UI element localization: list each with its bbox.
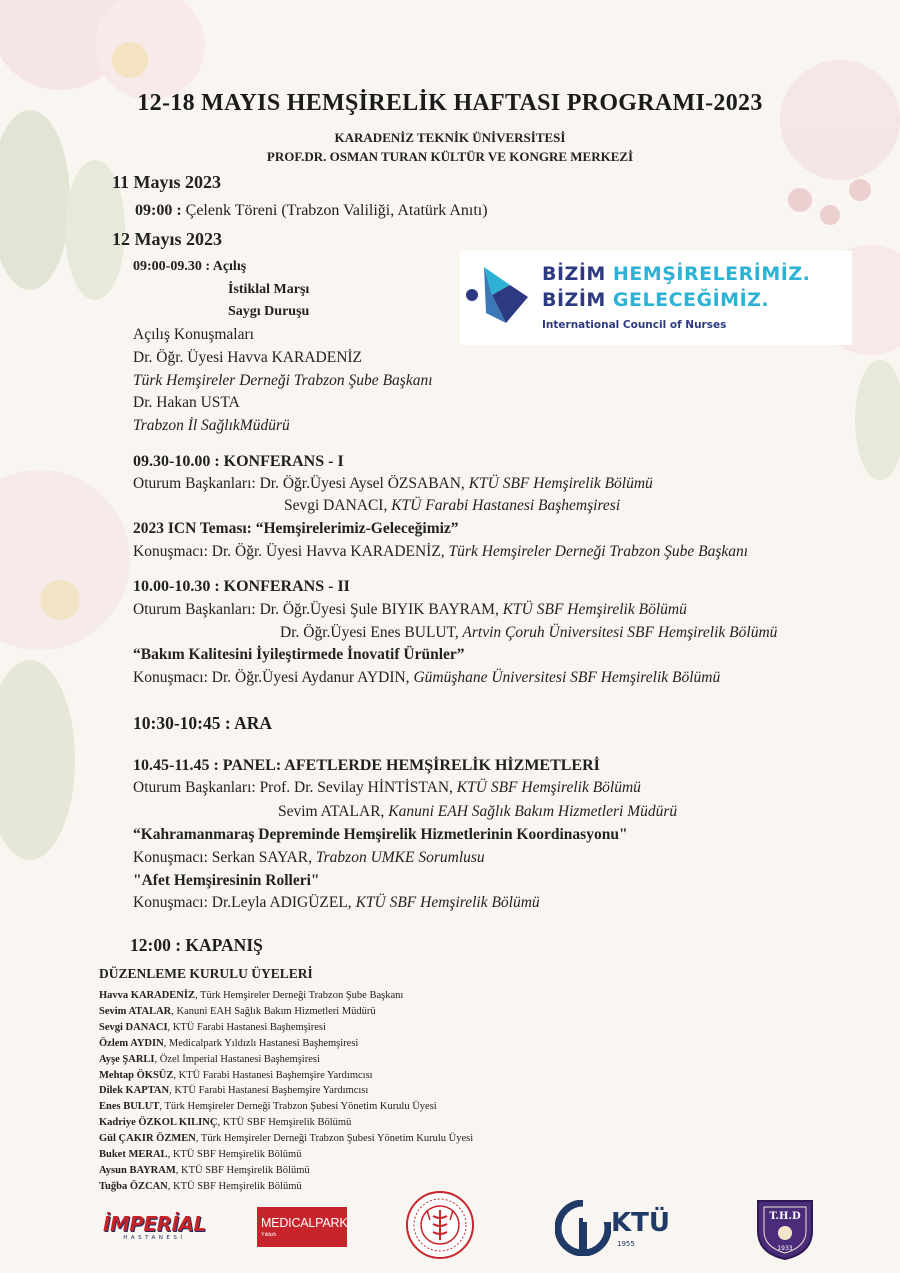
opening-speaker-1-title	[133, 372, 433, 390]
member-role: , KTÜ Farabi Hastanesi Başhemşiresi	[167, 1021, 326, 1033]
ktu-logo	[555, 1200, 675, 1256]
panel-topic-2	[133, 872, 320, 890]
committee-member	[99, 1115, 473, 1131]
page-title: 12-18 MAYIS HEMŞİRELİK HAFTASI PROGRAMI-2023	[137, 90, 763, 116]
conference-2-heading: 10.00-10.30 : KONFERANS - II	[133, 578, 350, 595]
member-role: , KTÜ Farabi Hastanesi Başhemşire Yardımcısı	[173, 1069, 373, 1081]
opening-speaker-1: Dr. Öğr. Üyesi Havva KARADENİZ	[133, 349, 363, 366]
icn-line-2-dark: BİZİM	[542, 289, 613, 311]
chairs-label: Oturum Başkanları:	[133, 601, 256, 618]
speaker-institution: Türk Hemşireler Derneği Trabzon Şube Başkanı	[444, 543, 749, 560]
chair-institution: KTÜ SBF Hemşirelik Bölümü	[498, 601, 687, 618]
medicalpark-logo	[257, 1207, 347, 1247]
topic-text: "Afet Hemşiresinin Rolleri"	[133, 872, 320, 889]
panel-chair-1	[133, 779, 641, 797]
opening-speeches-label: Açılış Konuşmaları	[133, 326, 254, 343]
committee-member	[99, 1163, 473, 1179]
chair-institution: Artvin Çoruh Üniversitesi SBF Hemşirelik Bölümü	[458, 624, 778, 641]
speaker-2-title-text: Trabzon İl SağlıkMüdürü	[133, 417, 290, 434]
health-ministry-seal-icon	[405, 1190, 475, 1260]
speaker-label: Konuşmacı: Dr. Öğr.Üyesi Aydanur AYDIN,	[133, 669, 410, 686]
opening-speaker-2: Dr. Hakan USTA	[133, 394, 240, 411]
closing-slot: 12:00 : KAPANIŞ	[130, 935, 263, 955]
member-name: Dilek KAPTAN	[99, 1085, 170, 1097]
committee-member	[99, 1036, 473, 1052]
member-name: Özlem AYDIN	[99, 1037, 164, 1049]
member-name: Ayşe ŞARLI	[99, 1053, 155, 1065]
opening-item-silence: Saygı Duruşu	[228, 304, 310, 319]
break-slot: 10:30-10:45 : ARA	[133, 713, 273, 733]
icn-line-1	[542, 263, 810, 285]
member-name: Tuğba ÖZCAN	[99, 1180, 168, 1192]
member-name: Sevim ATALAR	[99, 1005, 172, 1017]
committee-title: DÜZENLEME KURULU ÜYELERİ	[99, 966, 313, 981]
ktu-logo-year: 1955	[617, 1240, 635, 1248]
speaker-institution: KTÜ SBF Hemşirelik Bölümü	[351, 894, 540, 911]
panel-speaker-2	[133, 894, 540, 912]
panel-topic-1	[133, 826, 628, 844]
opening-speaker-2-title	[133, 417, 290, 435]
conference-1-chair-2	[284, 497, 620, 515]
conference-2-speaker	[133, 669, 720, 687]
conference-2-chair-2	[280, 624, 777, 642]
member-role: , Kanuni EAH Sağlık Bakım Hizmetleri Müdürü	[171, 1005, 376, 1017]
icn-logo-icon	[462, 257, 532, 327]
ktu-emblem-icon	[555, 1200, 611, 1256]
day1-date: 11 Mayıs 2023	[112, 172, 222, 192]
imperial-hospital-logo	[103, 1212, 206, 1241]
medicalpark-logo-sub: Yıldızlı	[261, 1232, 276, 1238]
member-role: , KTÜ SBF Hemşirelik Bölümü	[217, 1117, 352, 1129]
imperial-logo-text: İMPERİAL	[103, 1212, 206, 1236]
day1-time: 09:00 :	[135, 202, 182, 219]
conference-1-speaker	[133, 543, 748, 561]
committee-member	[99, 1004, 473, 1020]
chair-name: Prof. Dr. Sevilay HİNTİSTAN,	[255, 779, 453, 796]
conference-1-chair-1	[133, 475, 653, 493]
member-role: , Türk Hemşireler Derneği Trabzon Şubesi Yönetim Kurulu Üyesi	[159, 1101, 437, 1113]
conference-1-heading: 09.30-10.00 : KONFERANS - I	[133, 453, 344, 470]
member-name: Kadriye ÖZKOL KILINÇ	[99, 1117, 218, 1129]
theme-text: 2023 ICN Teması: “Hemşirelerimiz-Geleceğimiz”	[133, 520, 459, 537]
member-role: , Türk Hemşireler Derneği Trabzon Şubesi Yönetim Kurulu Üyesi	[195, 1133, 474, 1145]
committee-list	[99, 988, 473, 1195]
chairs-label: Oturum Başkanları:	[133, 475, 256, 492]
icn-line-1-light: HEMŞİRELERİMİZ.	[612, 263, 811, 285]
member-role: , KTÜ SBF Hemşirelik Bölümü	[175, 1164, 310, 1176]
member-role: , KTÜ Farabi Hastanesi Başhemşire Yardımcısı	[169, 1085, 369, 1097]
panel-chair-2	[278, 803, 677, 821]
member-role: , Özel İmperial Hastanesi Başhemşiresi	[154, 1053, 320, 1065]
member-name: Buket MERAL	[99, 1149, 168, 1161]
member-role: , Türk Hemşireler Derneği Trabzon Şube Başkanı	[194, 990, 404, 1001]
topic-text: “Bakım Kalitesini İyileştirmede İnovatif Ürünler”	[133, 646, 465, 663]
panel-heading: 10.45-11.45 : PANEL: AFETLERDE HEMŞİRELİK HİZMETLERİ	[133, 757, 600, 774]
committee-member	[99, 1068, 473, 1084]
member-name: Sevgi DANACI	[99, 1021, 168, 1033]
member-name: Aysun BAYRAM	[99, 1164, 176, 1176]
speaker-label: Konuşmacı: Dr.Leyla ADIGÜZEL,	[133, 894, 352, 911]
thd-year-text: 1933	[777, 1245, 793, 1252]
icn-line-1-dark: BİZİM	[542, 263, 613, 285]
committee-member	[99, 1083, 473, 1099]
chair-name: Sevgi DANACI,	[284, 497, 388, 514]
icn-line-2	[542, 289, 769, 311]
opening-time: 09:00-09.30 : Açılış	[133, 259, 247, 274]
chair-institution: KTÜ SBF Hemşirelik Bölümü	[452, 779, 641, 796]
icn-org-name: International Council of Nurses	[542, 319, 727, 331]
chair-name: Dr. Öğr.Üyesi Aysel ÖZSABAN,	[255, 475, 465, 492]
ktu-logo-text: KTÜ	[611, 1208, 670, 1238]
topic-text: “Kahramanmaraş Depreminde Hemşirelik Hizmetlerinin Koordinasyonu"	[133, 826, 628, 843]
conference-2-chair-1	[133, 601, 687, 619]
conference-1-theme	[133, 520, 459, 538]
icn-line-2-light: GELECEĞİMİZ.	[612, 289, 770, 311]
day1-event-text: Çelenk Töreni (Trabzon Valiliği, Atatürk Anıtı)	[181, 202, 488, 219]
venue-name: PROF.DR. OSMAN TURAN KÜLTÜR VE KONGRE MERKEZİ	[266, 149, 634, 164]
imperial-logo-sub: HASTANESİ	[123, 1235, 186, 1241]
chairs-label: Oturum Başkanları:	[133, 779, 256, 796]
committee-member	[99, 1020, 473, 1036]
icn-theme-banner	[460, 251, 852, 345]
chair-institution: KTÜ Farabi Hastanesi Başhemşiresi	[387, 497, 621, 514]
member-name: Havva KARADENİZ	[99, 990, 195, 1001]
committee-member	[99, 1052, 473, 1068]
speaker-label: Konuşmacı: Serkan SAYAR,	[133, 849, 312, 866]
svg-text:T.H.D: T.H.D	[769, 1211, 801, 1222]
committee-member	[99, 1099, 473, 1115]
member-name: Enes BULUT	[99, 1101, 160, 1113]
day1-event	[135, 202, 488, 220]
chair-institution: KTÜ SBF Hemşirelik Bölümü	[464, 475, 653, 492]
member-name: Mehtap ÖKSÜZ	[99, 1069, 174, 1081]
thd-shield-logo-icon	[754, 1197, 816, 1261]
committee-member	[99, 988, 473, 1004]
member-role: , KTÜ SBF Hemşirelik Bölümü	[167, 1180, 302, 1192]
panel-speaker-1	[133, 849, 485, 867]
opening-item-anthem: İstiklal Marşı	[228, 282, 310, 297]
committee-member	[99, 1131, 473, 1147]
member-role: , KTÜ SBF Hemşirelik Bölümü	[167, 1149, 302, 1161]
committee-member	[99, 1147, 473, 1163]
day2-date: 12 Mayıs 2023	[112, 229, 222, 249]
medicalpark-logo-text: MEDICALPARK	[261, 1216, 348, 1230]
chair-name: Sevim ATALAR,	[278, 803, 385, 820]
speaker-institution: Trabzon UMKE Sorumlusu	[311, 849, 485, 866]
chair-name: Dr. Öğr.Üyesi Enes BULUT,	[280, 624, 459, 641]
university-name: KARADENİZ TEKNİK ÜNİVERSİTESİ	[334, 130, 566, 145]
conference-2-topic	[133, 646, 465, 664]
member-name: Gül ÇAKIR ÖZMEN	[99, 1133, 196, 1145]
speaker-label: Konuşmacı: Dr. Öğr. Üyesi Havva KARADENİZ,	[133, 543, 445, 560]
member-role: , Medicalpark Yıldızlı Hastanesi Başhemşiresi	[163, 1037, 359, 1049]
speaker-1-title-text: Türk Hemşireler Derneği Trabzon Şube Başkanı	[133, 372, 433, 389]
chair-institution: Kanuni EAH Sağlık Bakım Hizmetleri Müdürü	[384, 803, 678, 820]
speaker-institution: Gümüşhane Üniversitesi SBF Hemşirelik Bölümü	[409, 669, 721, 686]
chair-name: Dr. Öğr.Üyesi Şule BIYIK BAYRAM,	[255, 601, 499, 618]
